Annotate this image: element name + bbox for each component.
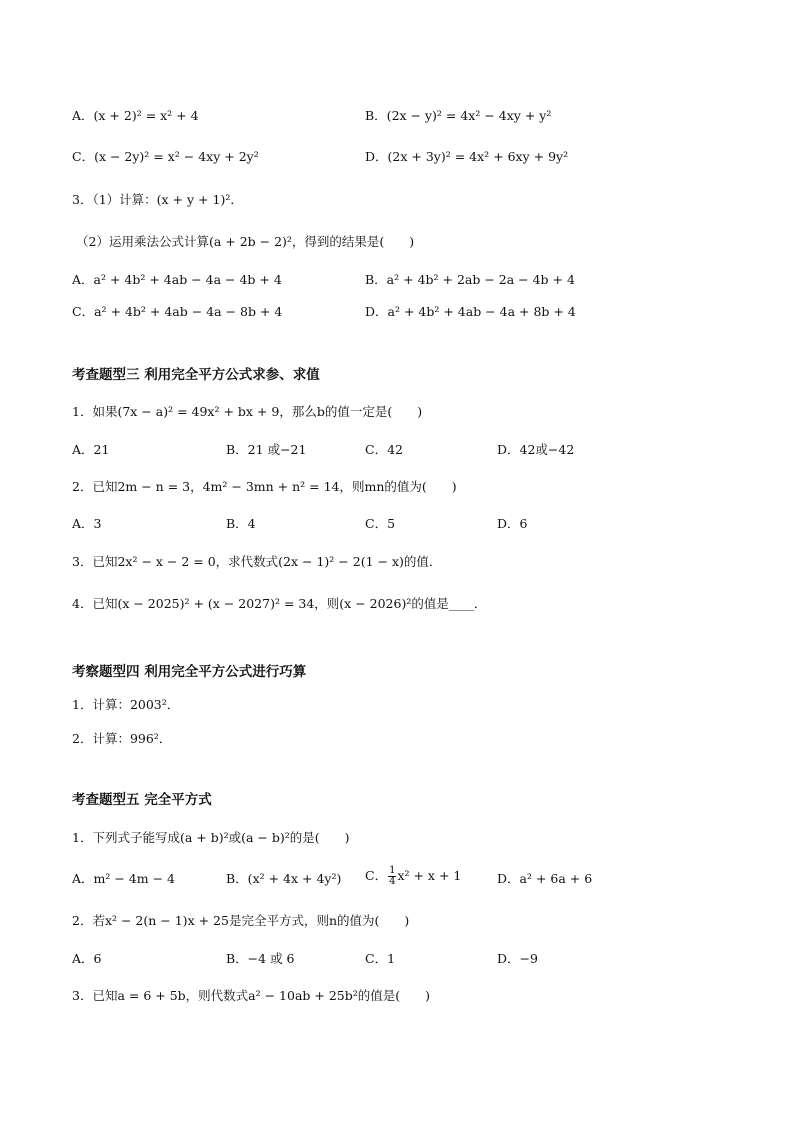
option-a: A．m² − 4m − 4 [72,871,175,886]
option-c-expression: x² + x + 1 [397,868,462,883]
question-3-2: （2）运用乘法公式计算(a + 2b − 2)²，得到的结果是( ) [76,234,415,249]
question-1: 1．如果(7x − a)² = 49x² + bx + 9，那么b的值一定是( ) [72,404,423,419]
option-a: A．(x + 2)² = x² + 4 [72,108,199,123]
option-d: D．(2x + 3y)² = 4x² + 6xy + 9y² [365,149,569,164]
option-a: A．21 [72,442,110,457]
option-c-label: C． [365,868,388,883]
option-b: B．−4 或 6 [226,951,295,966]
option-c [365,866,461,887]
question-3: 3．已知2x² − x − 2 = 0，求代数式(2x − 1)² − 2(1 − x)的值． [72,554,442,569]
option-b: B．4 [226,516,256,531]
option-d: D．a² + 6a + 6 [497,871,593,886]
option-c: C．a² + 4b² + 4ab − 4a − 8b + 4 [72,304,283,319]
option-b: B．(x² + 4x + 4y²) [226,871,342,886]
section-heading: 考查题型五 完全平方式 [72,792,212,808]
option-d: D．−9 [497,951,538,966]
option-c: C．42 [365,442,403,457]
option-c: C．1 [365,951,396,966]
option-c: C．5 [365,516,396,531]
option-b: B．(2x − y)² = 4x² − 4xy + y² [365,108,552,123]
section-heading: 考察题型四 利用完全平方公式进行巧算 [72,664,307,680]
question-3: 3．已知a = 6 + 5b，则代数式a² − 10ab + 25b²的值是( ) [72,988,430,1003]
question-2: 2．已知2m − n = 3，4m² − 3mn + n² = 14，则mn的值为( ) [72,479,457,494]
option-a: A．a² + 4b² + 4ab − 4a − 4b + 4 [72,272,282,287]
fraction [388,866,396,887]
question-4: 4．已知(x − 2025)² + (x − 2027)² = 34，则(x − 2026)²的值是____． [72,596,487,611]
question-1: 1．下列式子能写成(a + b)²或(a − b)²的是( ) [72,830,350,845]
option-a: A．6 [72,951,102,966]
question-3-1: 3．（1）计算：(x + y + 1)²． [72,192,243,207]
option-c: C．(x − 2y)² = x² − 4xy + 2y² [72,149,259,164]
option-a: A．3 [72,516,102,531]
option-b: B．a² + 4b² + 2ab − 2a − 4b + 4 [365,272,575,287]
fraction-denominator: 4 [389,876,396,887]
question-1: 1．计算：2003²． [72,697,180,712]
question-2: 2．计算：996²． [72,731,172,746]
option-d: D．42或−42 [497,442,575,457]
question-2: 2．若x² − 2(n − 1)x + 25是完全平方式，则n的值为( ) [72,913,410,928]
option-b: B．21 或−21 [226,442,307,457]
option-d: D．a² + 4b² + 4ab − 4a + 8b + 4 [365,304,576,319]
fraction-numerator: 1 [389,865,396,876]
section-heading: 考查题型三 利用完全平方公式求参、求值 [72,367,320,383]
option-d: D．6 [497,516,528,531]
